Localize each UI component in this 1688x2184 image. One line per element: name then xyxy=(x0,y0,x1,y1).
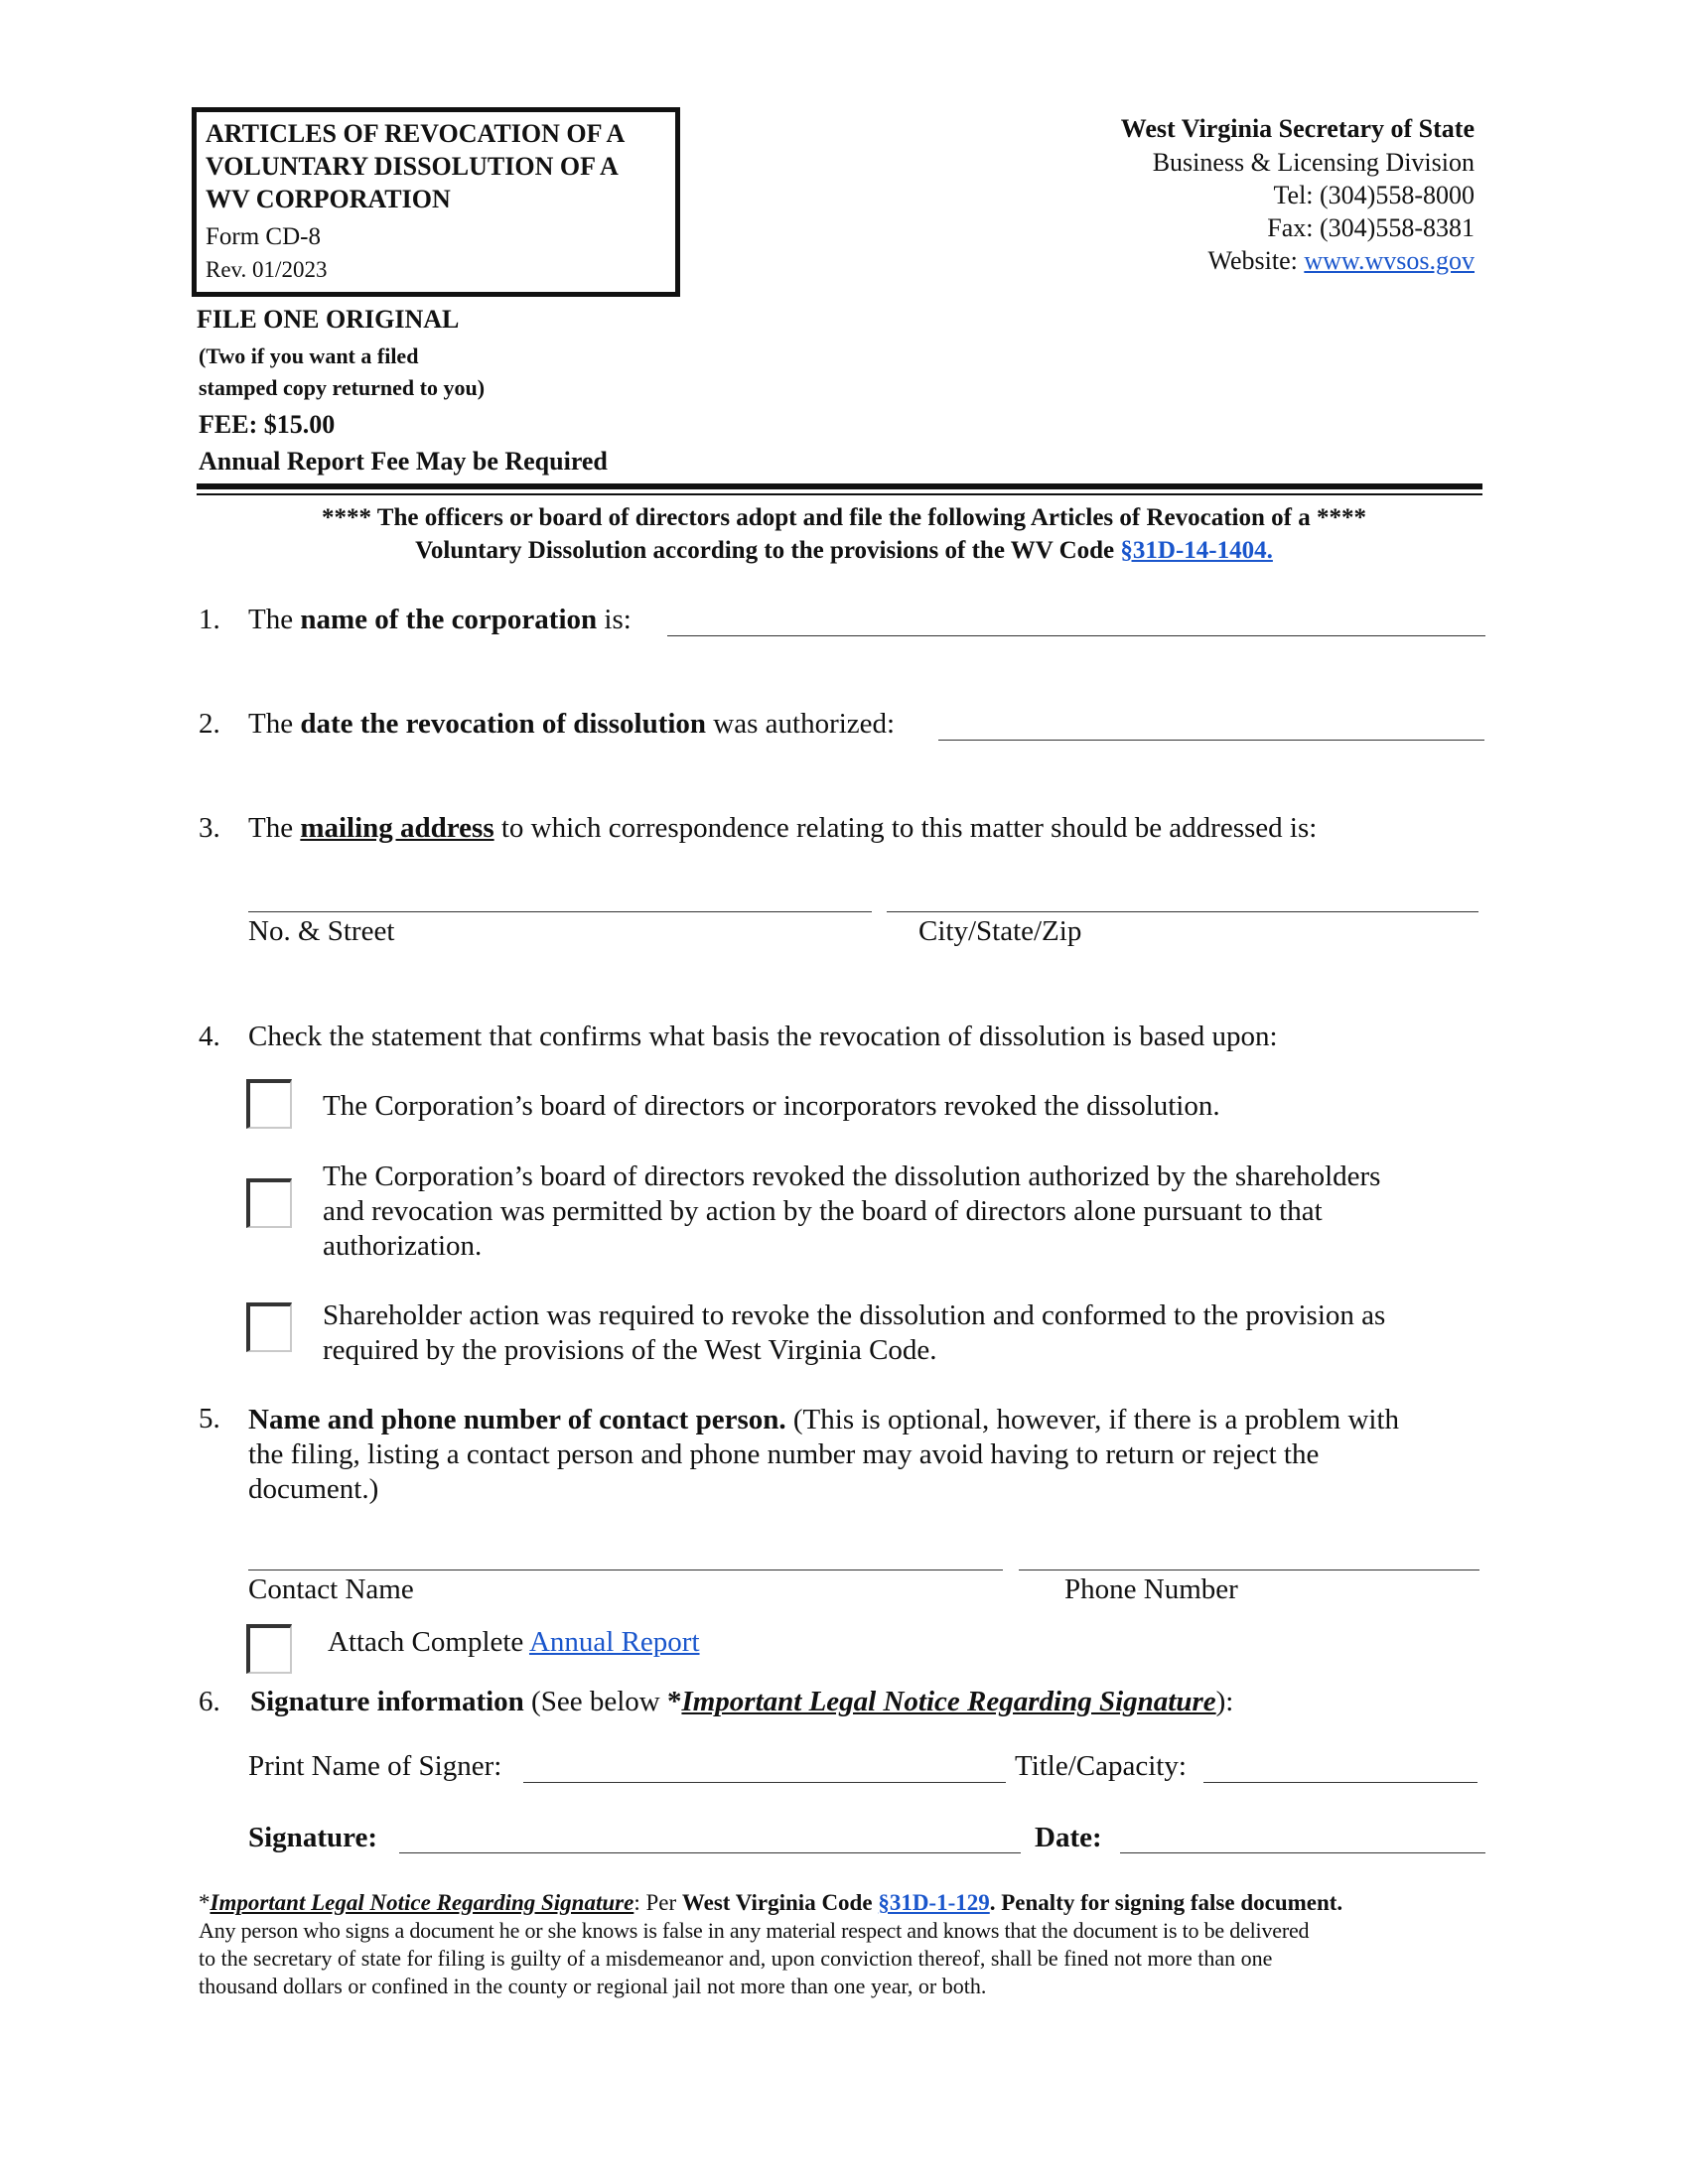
intro-line2 xyxy=(0,537,1688,565)
option-1-text: The Corporation’s board of directors or incorporators revoked the dissolution. xyxy=(323,1090,1220,1122)
item-1-bold: name of the corporation xyxy=(300,604,598,635)
item-3-number: 3. xyxy=(199,812,220,844)
website-label: Website: xyxy=(1207,246,1305,275)
item-6-notice: Important Legal Notice Regarding Signature xyxy=(681,1686,1216,1717)
item-5-text xyxy=(248,1403,1399,1507)
wv-code-link-1-129[interactable]: §31D-1-129 xyxy=(878,1890,990,1915)
print-name-label: Print Name of Signer: xyxy=(248,1750,502,1782)
print-name-field[interactable] xyxy=(523,1782,1006,1783)
city-state-zip-field[interactable] xyxy=(887,911,1478,912)
title-capacity-field[interactable] xyxy=(1203,1782,1477,1783)
revocation-date-field[interactable] xyxy=(938,740,1484,741)
agency-division: Business & Licensing Division xyxy=(1152,148,1475,177)
intro-line2-text: Voluntary Dissolution according to the provisions of the WV Code xyxy=(415,537,1121,564)
item-2-label xyxy=(248,708,895,741)
legal-penalty: . Penalty for signing false document. xyxy=(989,1890,1343,1915)
option-2-line2: and revocation was permitted by action by the board of directors alone pursuant to that xyxy=(323,1195,1323,1227)
two-copies-note-1: (Two if you want a filed xyxy=(199,343,419,368)
item-3-bold: mailing address xyxy=(300,812,494,844)
item-1-label xyxy=(248,604,632,636)
form-title-line2: VOLUNTARY DISSOLUTION OF A xyxy=(206,152,619,181)
item-3-pre: The xyxy=(248,812,301,844)
agency-tel: Tel: (304)558-8000 xyxy=(1273,181,1475,209)
legal-notice-heading xyxy=(199,1890,1342,1916)
item-1-post: is: xyxy=(597,604,632,635)
annual-report-link[interactable]: Annual Report xyxy=(528,1626,700,1658)
form-revision: Rev. 01/2023 xyxy=(206,257,328,282)
legal-per: : Per xyxy=(633,1890,682,1915)
legal-text-line1: Any person who signs a document he or she knows is false in any material respect and knows that the document is to be delivered xyxy=(199,1918,1310,1943)
item-5-line2: the filing, listing a contact person and phone number may avoid having to return or reject the xyxy=(248,1438,1320,1470)
phone-number-label: Phone Number xyxy=(1064,1573,1238,1605)
option-3-text xyxy=(323,1298,1385,1368)
item-6-label xyxy=(250,1686,1233,1718)
item-2-bold: date the revocation of dissolution xyxy=(300,708,707,740)
legal-text-line2: to the secretary of state for filing is guilty of a misdemeanor and, upon conviction thereof, shall be fined not more than one xyxy=(199,1946,1273,1971)
item-2-number: 2. xyxy=(199,708,220,740)
two-copies-note-2: stamped copy returned to you) xyxy=(199,375,486,400)
legal-code-label: West Virginia Code xyxy=(681,1890,879,1915)
file-one-original: FILE ONE ORIGINAL xyxy=(197,305,460,334)
option-3-line2: required by the provisions of the West Virginia Code. xyxy=(323,1334,937,1366)
agency-website xyxy=(1208,246,1475,276)
fee: FEE: $15.00 xyxy=(199,410,336,439)
contact-name-label: Contact Name xyxy=(248,1573,414,1605)
form-title-line3: WV CORPORATION xyxy=(206,185,451,213)
item-1-number: 1. xyxy=(199,604,220,635)
option-3-line1: Shareholder action was required to revoke the dissolution and conformed to the provision as xyxy=(323,1299,1386,1331)
item-3-label xyxy=(248,812,1317,845)
signature-field[interactable] xyxy=(399,1852,1021,1853)
signature-label: Signature: xyxy=(248,1822,377,1853)
annual-report-fee-note: Annual Report Fee May be Required xyxy=(199,447,608,476)
city-state-zip-label: City/State/Zip xyxy=(918,915,1082,947)
legal-text-line3: thousand dollars or confined in the county or regional jail not more than one year, or both. xyxy=(199,1974,987,1998)
item-2-post: was authorized: xyxy=(706,708,896,740)
form-number: Form CD-8 xyxy=(206,223,321,250)
form-title-line1: ARTICLES OF REVOCATION OF A xyxy=(206,119,626,148)
legal-star: * xyxy=(199,1890,211,1915)
agency-fax: Fax: (304)558-8381 xyxy=(1267,213,1475,242)
option-2-line1: The Corporation’s board of directors revoked the dissolution authorized by the shareholders xyxy=(323,1160,1381,1192)
website-link[interactable]: www.wvsos.gov xyxy=(1304,246,1475,275)
item-6-end: ): xyxy=(1215,1686,1234,1717)
agency-name: West Virginia Secretary of State xyxy=(1120,114,1475,143)
title-capacity-label: Title/Capacity: xyxy=(1015,1750,1187,1782)
attach-annual-report-text xyxy=(328,1626,700,1659)
option-2-text xyxy=(323,1160,1380,1264)
option-3-checkbox[interactable] xyxy=(246,1302,292,1352)
item-5-bold: Name and phone number of contact person. xyxy=(248,1404,786,1435)
corporation-name-field[interactable] xyxy=(667,635,1485,636)
date-label: Date: xyxy=(1035,1822,1102,1853)
item-6-number: 6. xyxy=(199,1686,220,1717)
intro-line1: **** The officers or board of directors adopt and file the following Articles of Revocation of a **** xyxy=(322,504,1366,531)
item-4-number: 4. xyxy=(199,1021,220,1052)
header-rule-thin xyxy=(197,493,1482,495)
option-2-checkbox[interactable] xyxy=(246,1178,292,1228)
date-field[interactable] xyxy=(1120,1852,1485,1853)
item-6-star: * xyxy=(666,1686,682,1717)
street-field[interactable] xyxy=(248,911,872,912)
item-5-line1: (This is optional, however, if there is a problem with xyxy=(785,1404,1400,1435)
item-5-number: 5. xyxy=(199,1403,220,1434)
item-6-mid: (See below xyxy=(523,1686,667,1717)
item-2-pre: The xyxy=(248,708,301,740)
wv-code-link-14-1404[interactable]: §31D-14-1404. xyxy=(1120,537,1273,564)
option-2-line3: authorization. xyxy=(323,1230,483,1262)
item-3-post: to which correspondence relating to this matter should be addressed is: xyxy=(493,812,1318,844)
header-rule-thick xyxy=(197,483,1482,489)
street-label: No. & Street xyxy=(248,915,395,947)
option-1-checkbox[interactable] xyxy=(246,1079,292,1129)
item-6-bold: Signature information xyxy=(250,1686,524,1717)
item-4-label: Check the statement that confirms what basis the revocation of dissolution is based upon: xyxy=(248,1021,1278,1052)
item-1-pre: The xyxy=(248,604,301,635)
legal-heading: Important Legal Notice Regarding Signature xyxy=(210,1890,634,1915)
attach-pre: Attach Complete xyxy=(328,1626,529,1658)
item-5-line3: document.) xyxy=(248,1473,379,1505)
attach-annual-report-checkbox[interactable] xyxy=(246,1624,292,1674)
